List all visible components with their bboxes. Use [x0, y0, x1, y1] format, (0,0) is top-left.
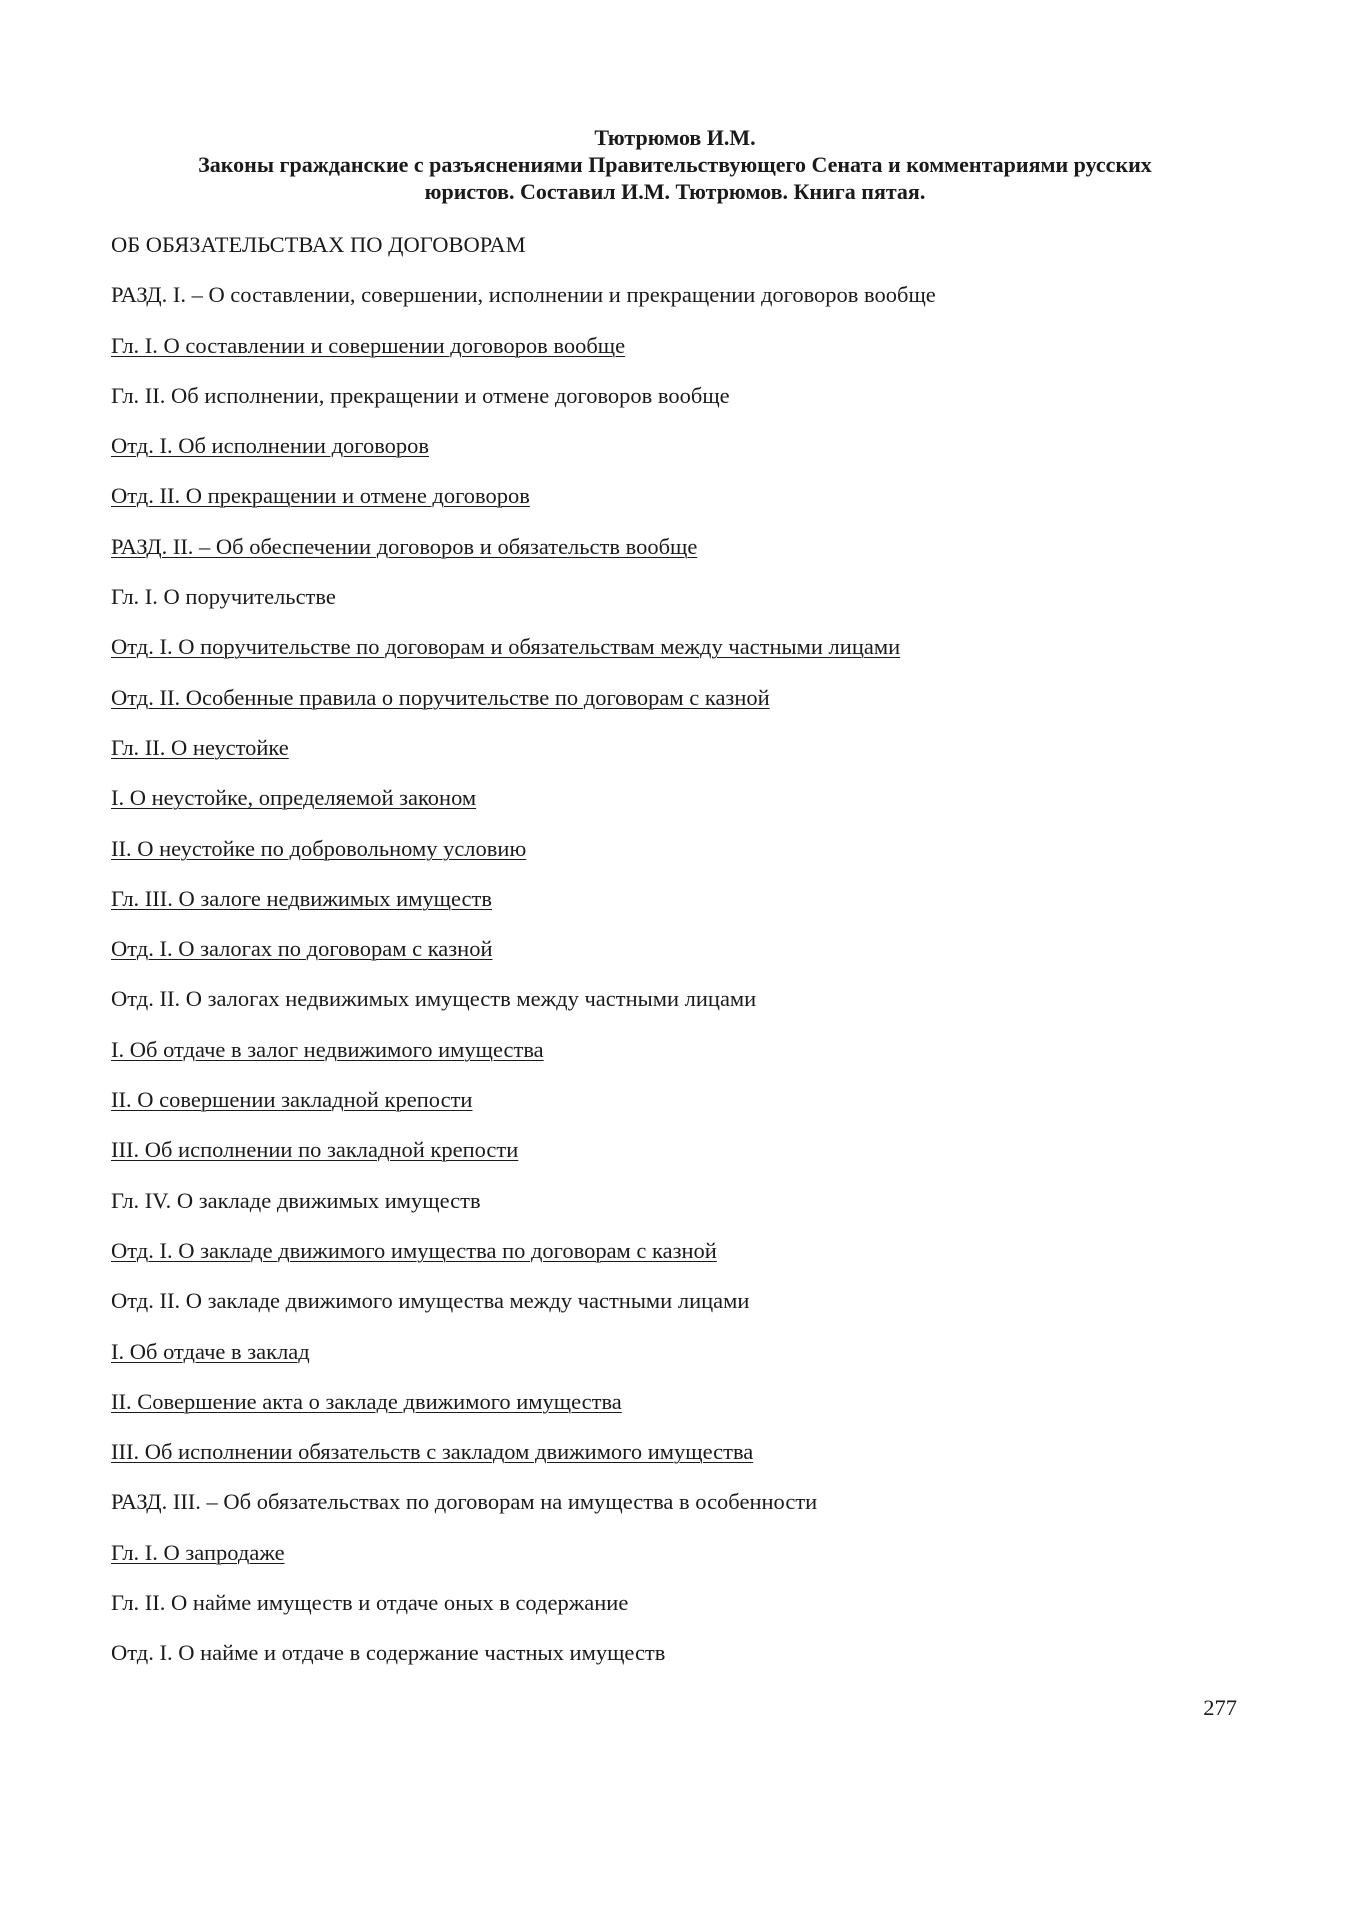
title-line-2: юристов. Составил И.М. Тютрюмов. Книга пятая.: [424, 179, 926, 204]
toc-link[interactable]: I. Об отдаче в заклад: [111, 1338, 310, 1364]
table-of-contents: [111, 231, 1241, 1690]
toc-link[interactable]: Отд. I. О поручительстве по договорам и обязательствам между частными лицами: [111, 634, 901, 660]
title-line-1: Законы гражданские с разъяснениями Правительствующего Сената и комментариями русских: [198, 152, 1152, 177]
toc-entry: Отд. II. О закладе движимого имущества между частными лицами: [111, 1288, 750, 1314]
toc-link[interactable]: Отд. I. Об исполнении договоров: [111, 433, 430, 459]
toc-entry: Отд. II. О залогах недвижимых имуществ между частными лицами: [111, 986, 757, 1012]
toc-entry: Гл. II. О найме имуществ и отдаче оных в содержание: [111, 1590, 629, 1616]
toc-link[interactable]: I. О неустойке, определяемой законом: [111, 785, 477, 811]
toc-entry: Гл. IV. О закладе движимых имуществ: [111, 1187, 481, 1213]
toc-link[interactable]: Отд. II. Особенные правила о поручительстве по договорам с казной: [111, 684, 770, 710]
toc-link[interactable]: Гл. III. О залоге недвижимых имуществ: [111, 885, 492, 911]
toc-link[interactable]: Гл. I. О составлении и совершении договоров вообще: [111, 332, 626, 358]
toc-entry: Гл. I. О поручительстве: [111, 584, 336, 610]
toc-link[interactable]: Гл. I. О запродаже: [111, 1539, 285, 1565]
toc-link[interactable]: Отд. I. О залогах по договорам с казной: [111, 936, 493, 962]
toc-entry: РАЗД. I. – О составлении, совершении, исполнении и прекращении договоров вообще: [111, 282, 936, 308]
toc-link[interactable]: III. Об исполнении обязательств с закладом движимого имущества: [111, 1439, 754, 1465]
toc-link[interactable]: III. Об исполнении по закладной крепости: [111, 1137, 519, 1163]
toc-entry: Гл. II. Об исполнении, прекращении и отмене договоров вообще: [111, 382, 730, 408]
page-number: 277: [1203, 1695, 1237, 1720]
toc-entry: Отд. I. О найме и отдаче в содержание частных имуществ: [111, 1640, 666, 1666]
toc-entry: РАЗД. III. – Об обязательствах по договорам на имущества в особенности: [111, 1489, 818, 1515]
document-header: [110, 124, 1240, 205]
toc-link[interactable]: II. Совершение акта о закладе движимого имущества: [111, 1388, 622, 1414]
toc-link[interactable]: РАЗД. II. – Об обеспечении договоров и обязательств вообще: [111, 533, 698, 559]
toc-entry: ОБ ОБЯЗАТЕЛЬСТВАХ ПО ДОГОВОРАМ: [111, 232, 526, 257]
toc-link[interactable]: II. О совершении закладной крепости: [111, 1087, 473, 1113]
toc-link[interactable]: Гл. II. О неустойке: [111, 734, 289, 760]
toc-link[interactable]: II. О неустойке по добровольному условию: [111, 835, 527, 861]
toc-link[interactable]: Отд. I. О закладе движимого имущества по договорам с казной: [111, 1237, 717, 1263]
toc-link[interactable]: I. Об отдаче в залог недвижимого имущества: [111, 1036, 544, 1062]
toc-link[interactable]: Отд. II. О прекращении и отмене договоров: [111, 483, 530, 509]
author-name: Тютрюмов И.М.: [594, 125, 756, 150]
